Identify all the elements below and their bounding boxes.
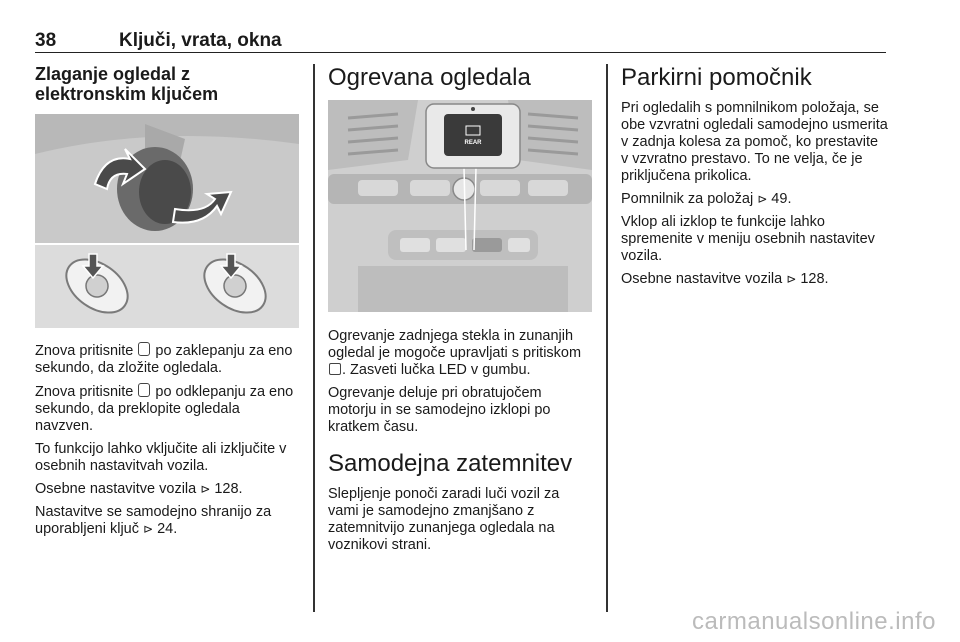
reference-arrow-icon: ⊳ [200,482,211,496]
column-parking-assist [621,64,888,294]
lock-icon [138,342,150,356]
column-divider [313,64,315,612]
page-number: 38 [35,30,57,51]
column-mirror-folding [35,64,299,544]
paragraph: Ogrevanje deluje pri obratujočem motorju in se samodejno izklopi po kratkem času. [328,385,551,435]
dashboard-illustration [328,100,592,312]
section-title: Zlaganje ogledal z elektronskim ključem [35,64,219,104]
paragraph: Slepljenje ponoči zaradi luči vozil za vami je samodejno zmanjšano z zatemnitvijo zunanjega ogledala na voznikovi strani. [328,486,560,553]
paragraph: Pomnilnik za položaj ⊳ 49. [621,191,792,207]
paragraph: Pri ogledalih s pomnilnikom položaja, se obe vzvratni ogledali samodejno usmerita v zadnja kolesa za pomoč, ko prestavite v vzvratno prestavo. To ne velja, če je priključena prikolica. [621,100,888,184]
section-title: Parkirni pomočnik [621,64,812,91]
rear-defrost-icon [329,363,341,375]
paragraph: Znova pritisnite po zaklepanju za eno sekundo, da zložite ogledala. [35,343,293,376]
paragraph: Osebne nastavitve vozila ⊳ 128. [35,481,243,497]
paragraph: Nastavitve se samodejno shranijo za uporabljeni ključ ⊳ 24. [35,504,272,537]
unlock-icon [138,383,150,397]
section-title: Samodejna zatemnitev [328,450,573,477]
column-heated-mirrors [328,64,592,560]
chapter-title: Ključi, vrata, okna [119,30,282,51]
mirror-folding-illustration [35,114,299,328]
page-header [35,30,886,53]
paragraph: Ogrevanje zadnjega stekla in zunanjih ogledal je mogoče upravljati s pritiskom . Zasveti lučka LED v gumbu. [328,328,582,378]
reference-arrow-icon: ⊳ [757,192,768,206]
paragraph: Osebne nastavitve vozila ⊳ 128. [621,271,829,287]
paragraph: To funkcijo lahko vključite ali izključite v osebnih nastavitvah vozila. [35,441,287,474]
reference-arrow-icon: ⊳ [786,272,797,286]
reference-arrow-icon: ⊳ [143,522,154,536]
watermark: carmanualsonline.info [692,608,936,635]
paragraph: Vklop ali izklop te funkcije lahko spremenite v meniju osebnih nastavitev vozila. [621,214,875,264]
rear-button-label: REAR [464,140,482,146]
paragraph: Znova pritisnite po odklepanju za eno sekundo, da preklopite ogledala navzven. [35,384,294,434]
section-title: Ogrevana ogledala [328,64,531,91]
column-divider [606,64,608,612]
